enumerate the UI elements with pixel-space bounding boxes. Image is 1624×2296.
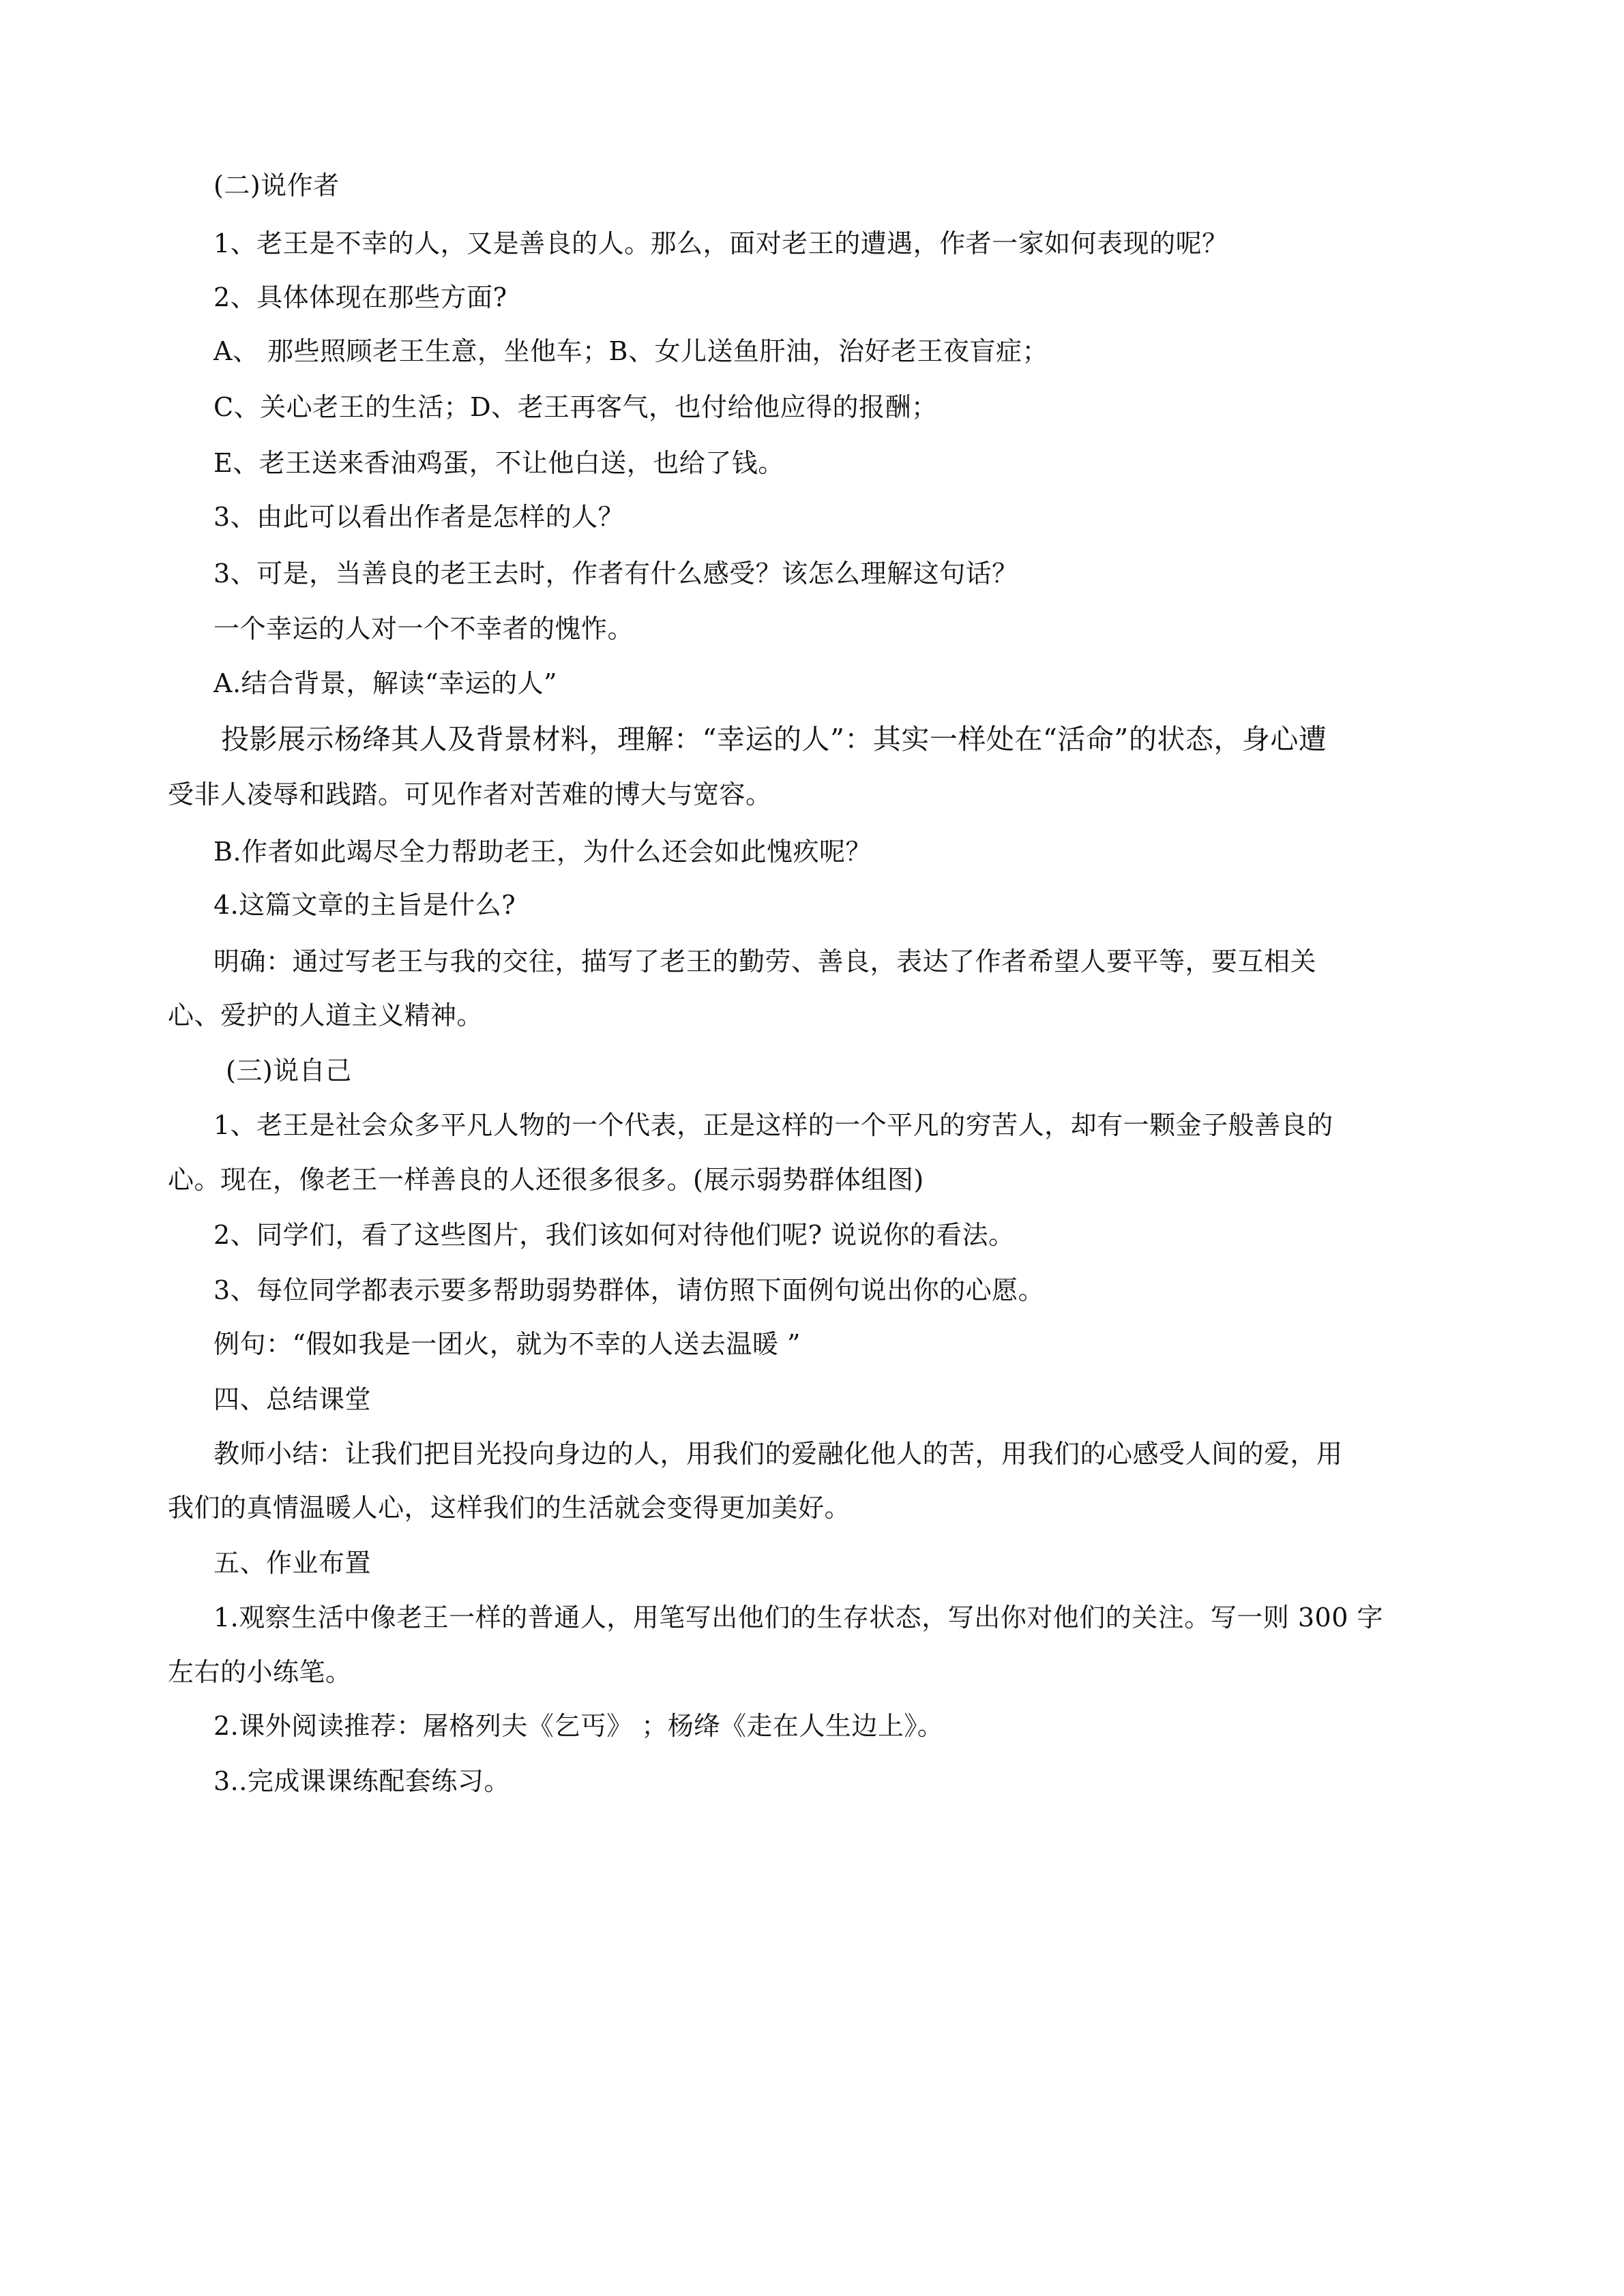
paragraph-line: B.作者如此竭尽全力帮助老王，为什么还会如此愧疚呢？ <box>213 837 872 867</box>
paragraph-line: 心。现在，像老王一样善良的人还很多很多。(展示弱势群体组图) <box>168 1165 924 1195</box>
paragraph-line: 2、具体体现在那些方面? <box>213 282 507 312</box>
section-heading-author: (二)说作者 <box>213 170 340 200</box>
paragraph-line: C、关心老王的生活；D、老王再客气，也付给他应得的报酬； <box>213 392 938 422</box>
paragraph-line: 1.观察生活中像老王一样的普通人，用笔写出他们的生存状态，写出你对他们的关注。写一则 300 字 <box>213 1602 1383 1632</box>
paragraph-line: 左右的小练笔。 <box>168 1657 352 1687</box>
section-heading-summary: 四、总结课堂 <box>213 1384 372 1414</box>
paragraph-line: 投影展示杨绛其人及背景材料，理解：“幸运的人”：其实一样处在“活命”的状态，身心遭 <box>221 723 1327 756</box>
paragraph-line: E、老王送来香油鸡蛋，不让他白送，也给了钱。 <box>213 448 784 478</box>
paragraph-line: 心、爱护的人道主义精神。 <box>168 1000 484 1030</box>
paragraph-line: 受非人凌辱和践踏。可见作者对苦难的博大与宽容。 <box>168 779 772 809</box>
paragraph-line: 4.这篇文章的主旨是什么? <box>213 890 516 920</box>
paragraph-line: A、 那些照顾老王生意，坐他车；B、女儿送鱼肝油，治好老王夜盲症； <box>213 336 1048 366</box>
section-heading-self: (三)说自己 <box>226 1056 352 1086</box>
paragraph-line: 1、老王是不幸的人，又是善良的人。那么，面对老王的遭遇，作者一家如何表现的呢？ <box>213 228 1228 258</box>
paragraph-line: 我们的真情温暖人心，这样我们的生活就会变得更加美好。 <box>168 1493 851 1523</box>
paragraph-line: 2、同学们，看了这些图片，我们该如何对待他们呢? 说说你的看法。 <box>213 1220 1015 1250</box>
paragraph-line: 3、每位同学都表示要多帮助弱势群体，请仿照下面例句说出你的心愿。 <box>213 1275 1045 1305</box>
paragraph-line: 3、由此可以看出作者是怎样的人？ <box>213 502 625 532</box>
paragraph-line: 一个幸运的人对一个不幸者的愧怍。 <box>213 614 634 644</box>
paragraph-line: 教师小结：让我们把目光投向身边的人，用我们的爱融化他人的苦，用我们的心感受人间的爱，用 <box>213 1439 1343 1469</box>
section-heading-homework: 五、作业布置 <box>213 1548 372 1578</box>
paragraph-line: A.结合背景，解读“幸运的人” <box>213 668 557 698</box>
paragraph-line: 3..完成课课练配套练习。 <box>213 1766 510 1796</box>
paragraph-line: 例句：“假如我是一团火，就为不幸的人送去温暖 ” <box>213 1329 801 1359</box>
paragraph-line: 1、老王是社会众多平凡人物的一个代表，正是这样的一个平凡的穷苦人，却有一颗金子般善良的 <box>213 1110 1333 1140</box>
paragraph-line: 明确：通过写老王与我的交往，描写了老王的勤劳、善良，表达了作者希望人要平等，要互相关 <box>213 946 1317 976</box>
paragraph-line: 3、可是，当善良的老王去时，作者有什么感受？该怎么理解这句话？ <box>213 558 1018 588</box>
paragraph-line: 2.课外阅读推荐：屠格列夫《乞丐》 ；杨绛《走在人生边上》。 <box>213 1711 944 1741</box>
